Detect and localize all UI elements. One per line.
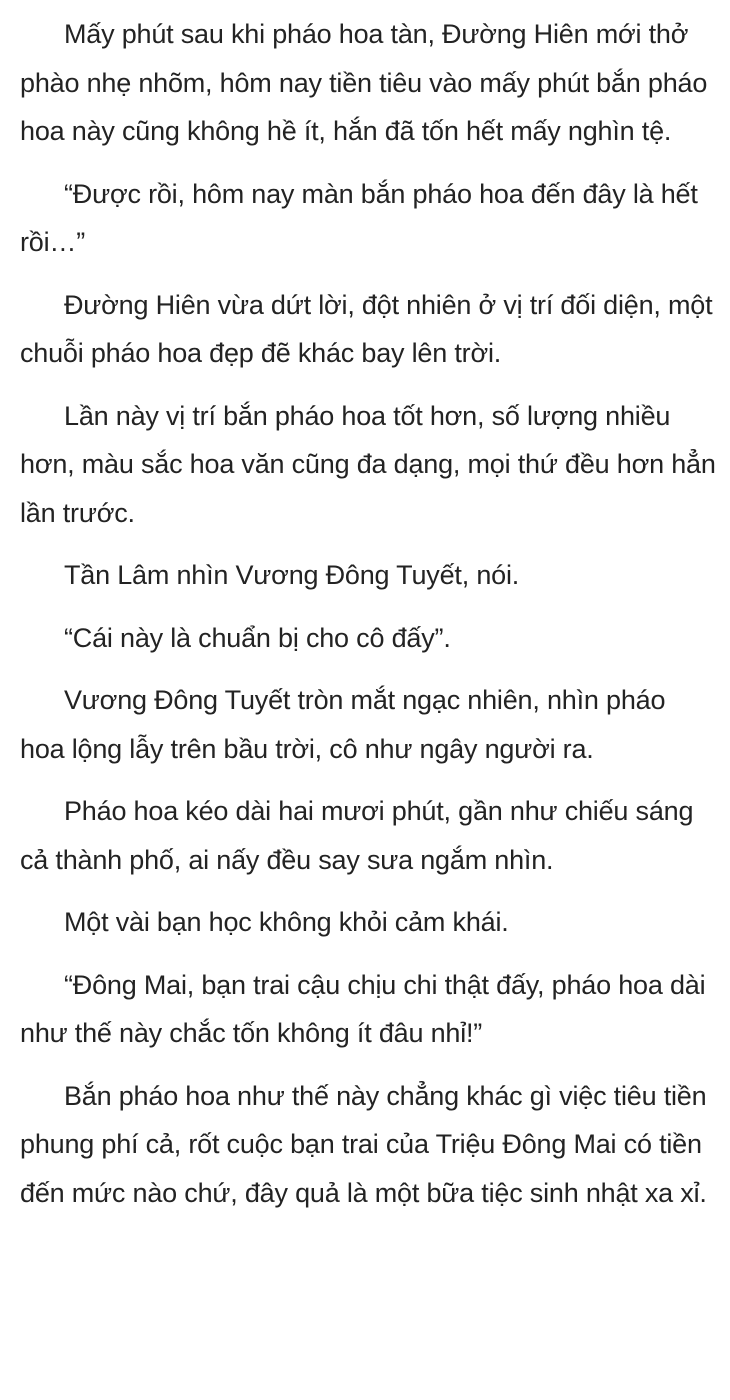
story-paragraph: “Đông Mai, bạn trai cậu chịu chi thật đấy, pháo hoa dài như thế này chắc tốn không ít đâu nhỉ!” bbox=[20, 969, 706, 1048]
story-paragraph: Bắn pháo hoa như thế này chẳng khác gì việc tiêu tiền phung phí cả, rốt cuộc bạn trai của Triệu Đông Mai có tiền đến mức nào chứ, đây quả là một bữa tiệc sinh nhật xa xỉ. bbox=[20, 1080, 707, 1208]
story-paragraph: Lần này vị trí bắn pháo hoa tốt hơn, số lượng nhiều hơn, màu sắc hoa văn cũng đa dạng, mọi thứ đều hơn hẳn lần trước. bbox=[20, 400, 716, 528]
story-paragraph: “Được rồi, hôm nay màn bắn pháo hoa đến đây là hết rồi…” bbox=[20, 178, 698, 257]
story-paragraph: “Cái này là chuẩn bị cho cô đấy”. bbox=[64, 622, 451, 653]
story-paragraph: Mấy phút sau khi pháo hoa tàn, Đường Hiên mới thở phào nhẹ nhõm, hôm nay tiền tiêu vào mấy phút bắn pháo hoa này cũng không hề ít, hắn đã tốn hết mấy nghìn tệ. bbox=[20, 19, 708, 146]
story-paragraph: Một vài bạn học không khỏi cảm khái. bbox=[64, 907, 509, 937]
story-paragraph: Vương Đông Tuyết tròn mắt ngạc nhiên, nhìn pháo hoa lộng lẫy trên bầu trời, cô như ngây người ra. bbox=[20, 685, 666, 764]
story-paragraph: Đường Hiên vừa dứt lời, đột nhiên ở vị trí đối diện, một chuỗi pháo hoa đẹp đẽ khác bay lên trời. bbox=[20, 289, 713, 368]
story-paragraph: Tần Lâm nhìn Vương Đông Tuyết, nói. bbox=[64, 560, 520, 590]
story-paragraph: Pháo hoa kéo dài hai mươi phút, gần như chiếu sáng cả thành phố, ai nấy đều say sưa ngắm nhìn. bbox=[20, 796, 694, 875]
